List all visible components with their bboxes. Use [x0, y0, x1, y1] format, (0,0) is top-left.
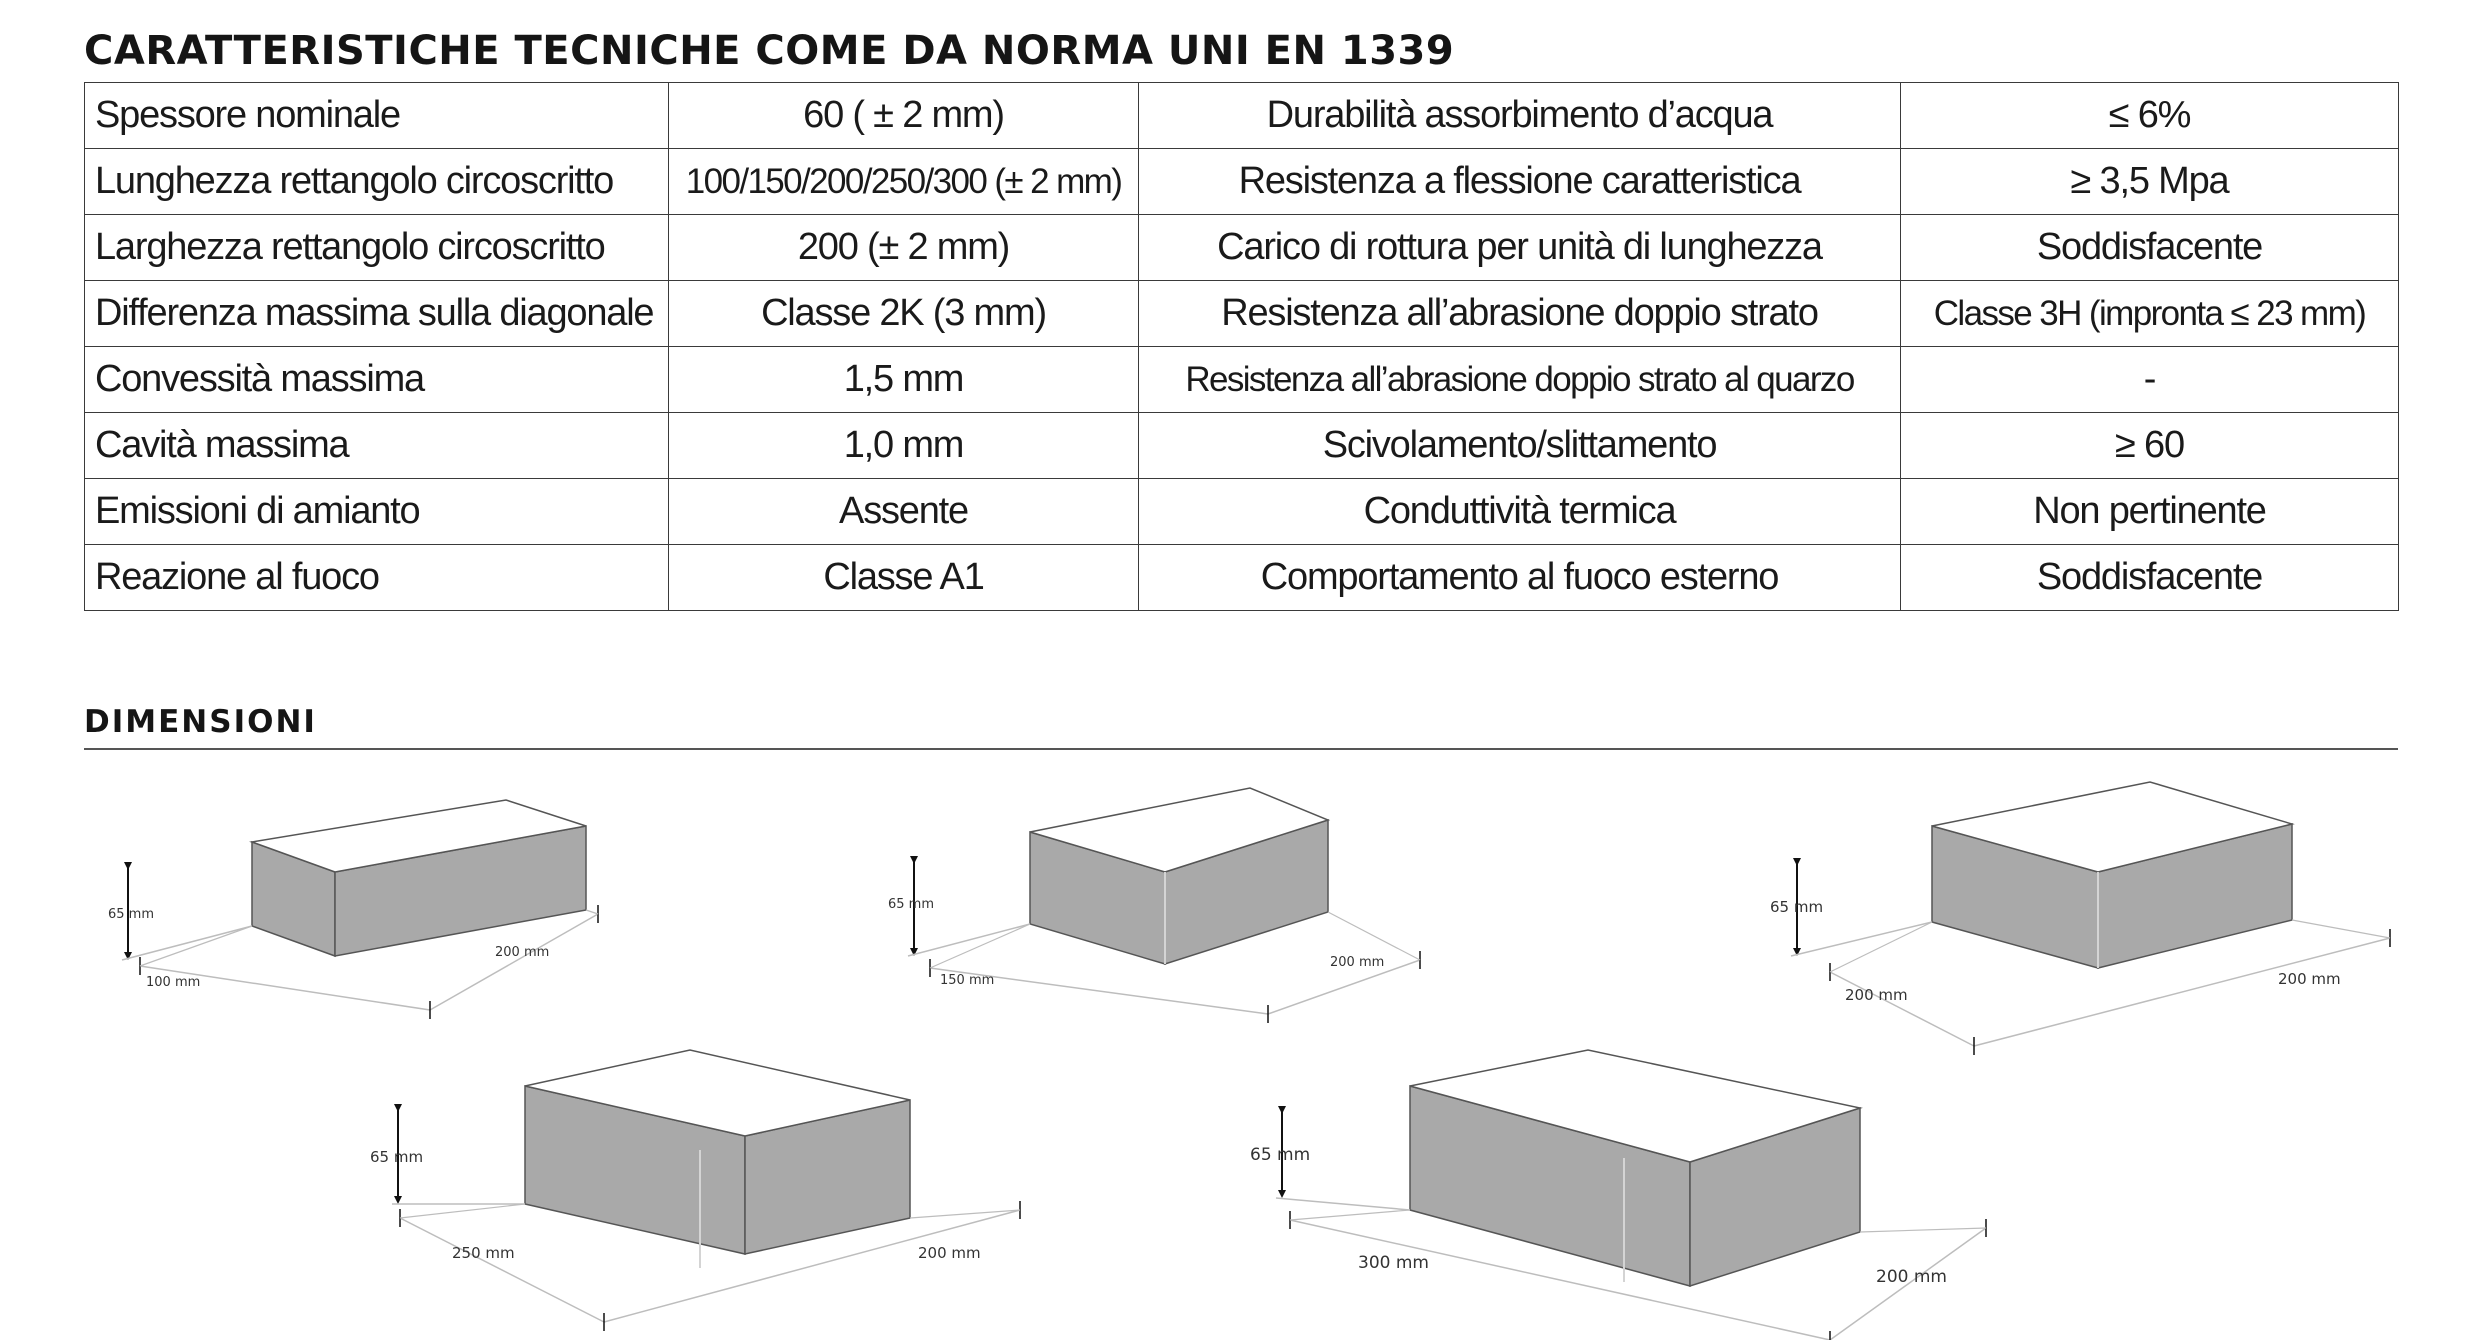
height-label: 65 mm	[370, 1148, 424, 1166]
property-value: ≤ 6%	[1901, 83, 2399, 149]
height-label: 65 mm	[108, 907, 155, 922]
property-value: Assente	[669, 479, 1139, 545]
width-label: 200 mm	[2278, 970, 2341, 988]
property-value: Soddisfacente	[1901, 545, 2399, 611]
length-label: 100 mm	[146, 975, 201, 990]
property-value: Classe 2K (3 mm)	[669, 281, 1139, 347]
property-value: Classe 3H (impronta ≤ 23 mm)	[1901, 281, 2399, 347]
property-name: Carico di rottura per unità di lunghezza	[1139, 215, 1901, 281]
property-name: Spessore nominale	[85, 83, 669, 149]
property-value: 60 ( ± 2 mm)	[669, 83, 1139, 149]
property-value: 1,0 mm	[669, 413, 1139, 479]
property-name: Reazione al fuoco	[85, 545, 669, 611]
paver-block-2	[888, 788, 1420, 1023]
property-value: 200 (± 2 mm)	[669, 215, 1139, 281]
length-dimension-line	[400, 1218, 604, 1322]
paver-block-3	[1770, 782, 2390, 1055]
property-name: Convessità massima	[85, 347, 669, 413]
extension-line	[1290, 1210, 1410, 1220]
width-label: 200 mm	[495, 945, 550, 960]
property-name: Differenza massima sulla diagonale	[85, 281, 669, 347]
property-value: 100/150/200/250/300 (± 2 mm)	[669, 149, 1139, 215]
extension-line	[140, 926, 252, 966]
property-value: Classe A1	[669, 545, 1139, 611]
extension-line	[1830, 922, 1932, 972]
property-name: Larghezza rettangolo circoscritto	[85, 215, 669, 281]
property-value: Non pertinente	[1901, 479, 2399, 545]
paver-block-4	[370, 1050, 1020, 1331]
extension-line	[122, 926, 252, 960]
extension-line	[1791, 922, 1932, 956]
length-label: 200 mm	[1845, 986, 1908, 1004]
extension-line	[400, 1204, 525, 1218]
paver-block-1	[108, 800, 598, 1019]
property-name: Cavità massima	[85, 413, 669, 479]
property-name: Resistenza a flessione caratteristica	[1139, 149, 1901, 215]
property-name: Resistenza all’abrasione doppio strato al quarzo	[1139, 347, 1901, 413]
section-title-dimensions: DIMENSIONI	[84, 704, 317, 740]
property-value: 1,5 mm	[669, 347, 1139, 413]
height-label: 65 mm	[1250, 1145, 1311, 1165]
width-label: 200 mm	[918, 1244, 981, 1262]
property-name: Emissioni di amianto	[85, 479, 669, 545]
property-name: Lunghezza rettangolo circoscritto	[85, 149, 669, 215]
page-title: CARATTERISTICHE TECNICHE COME DA NORMA UNI EN 1339	[84, 28, 1455, 74]
extension-line	[1860, 1228, 1986, 1232]
extension-line	[1276, 1198, 1410, 1210]
property-name: Scivolamento/slittamento	[1139, 413, 1901, 479]
property-value: ≥ 3,5 Mpa	[1901, 149, 2399, 215]
height-label: 65 mm	[888, 897, 935, 912]
width-dimension-line	[1974, 938, 2390, 1046]
property-name: Durabilità assorbimento d’acqua	[1139, 83, 1901, 149]
length-label: 300 mm	[1358, 1253, 1429, 1273]
extension-line	[2292, 920, 2390, 938]
property-value: -	[1901, 347, 2399, 413]
width-label: 200 mm	[1330, 955, 1385, 970]
length-label: 150 mm	[940, 973, 995, 988]
property-value: Soddisfacente	[1901, 215, 2399, 281]
paver-block-5	[1250, 1050, 1986, 1340]
width-label: 200 mm	[1876, 1267, 1947, 1287]
property-name: Resistenza all’abrasione doppio strato	[1139, 281, 1901, 347]
length-label: 250 mm	[452, 1244, 515, 1262]
extension-line	[1328, 912, 1420, 960]
property-name: Conduttività termica	[1139, 479, 1901, 545]
height-label: 65 mm	[1770, 898, 1824, 916]
property-value: ≥ 60	[1901, 413, 2399, 479]
property-name: Comportamento al fuoco esterno	[1139, 545, 1901, 611]
extension-line	[586, 910, 598, 914]
length-dimension-line	[1830, 972, 1974, 1046]
